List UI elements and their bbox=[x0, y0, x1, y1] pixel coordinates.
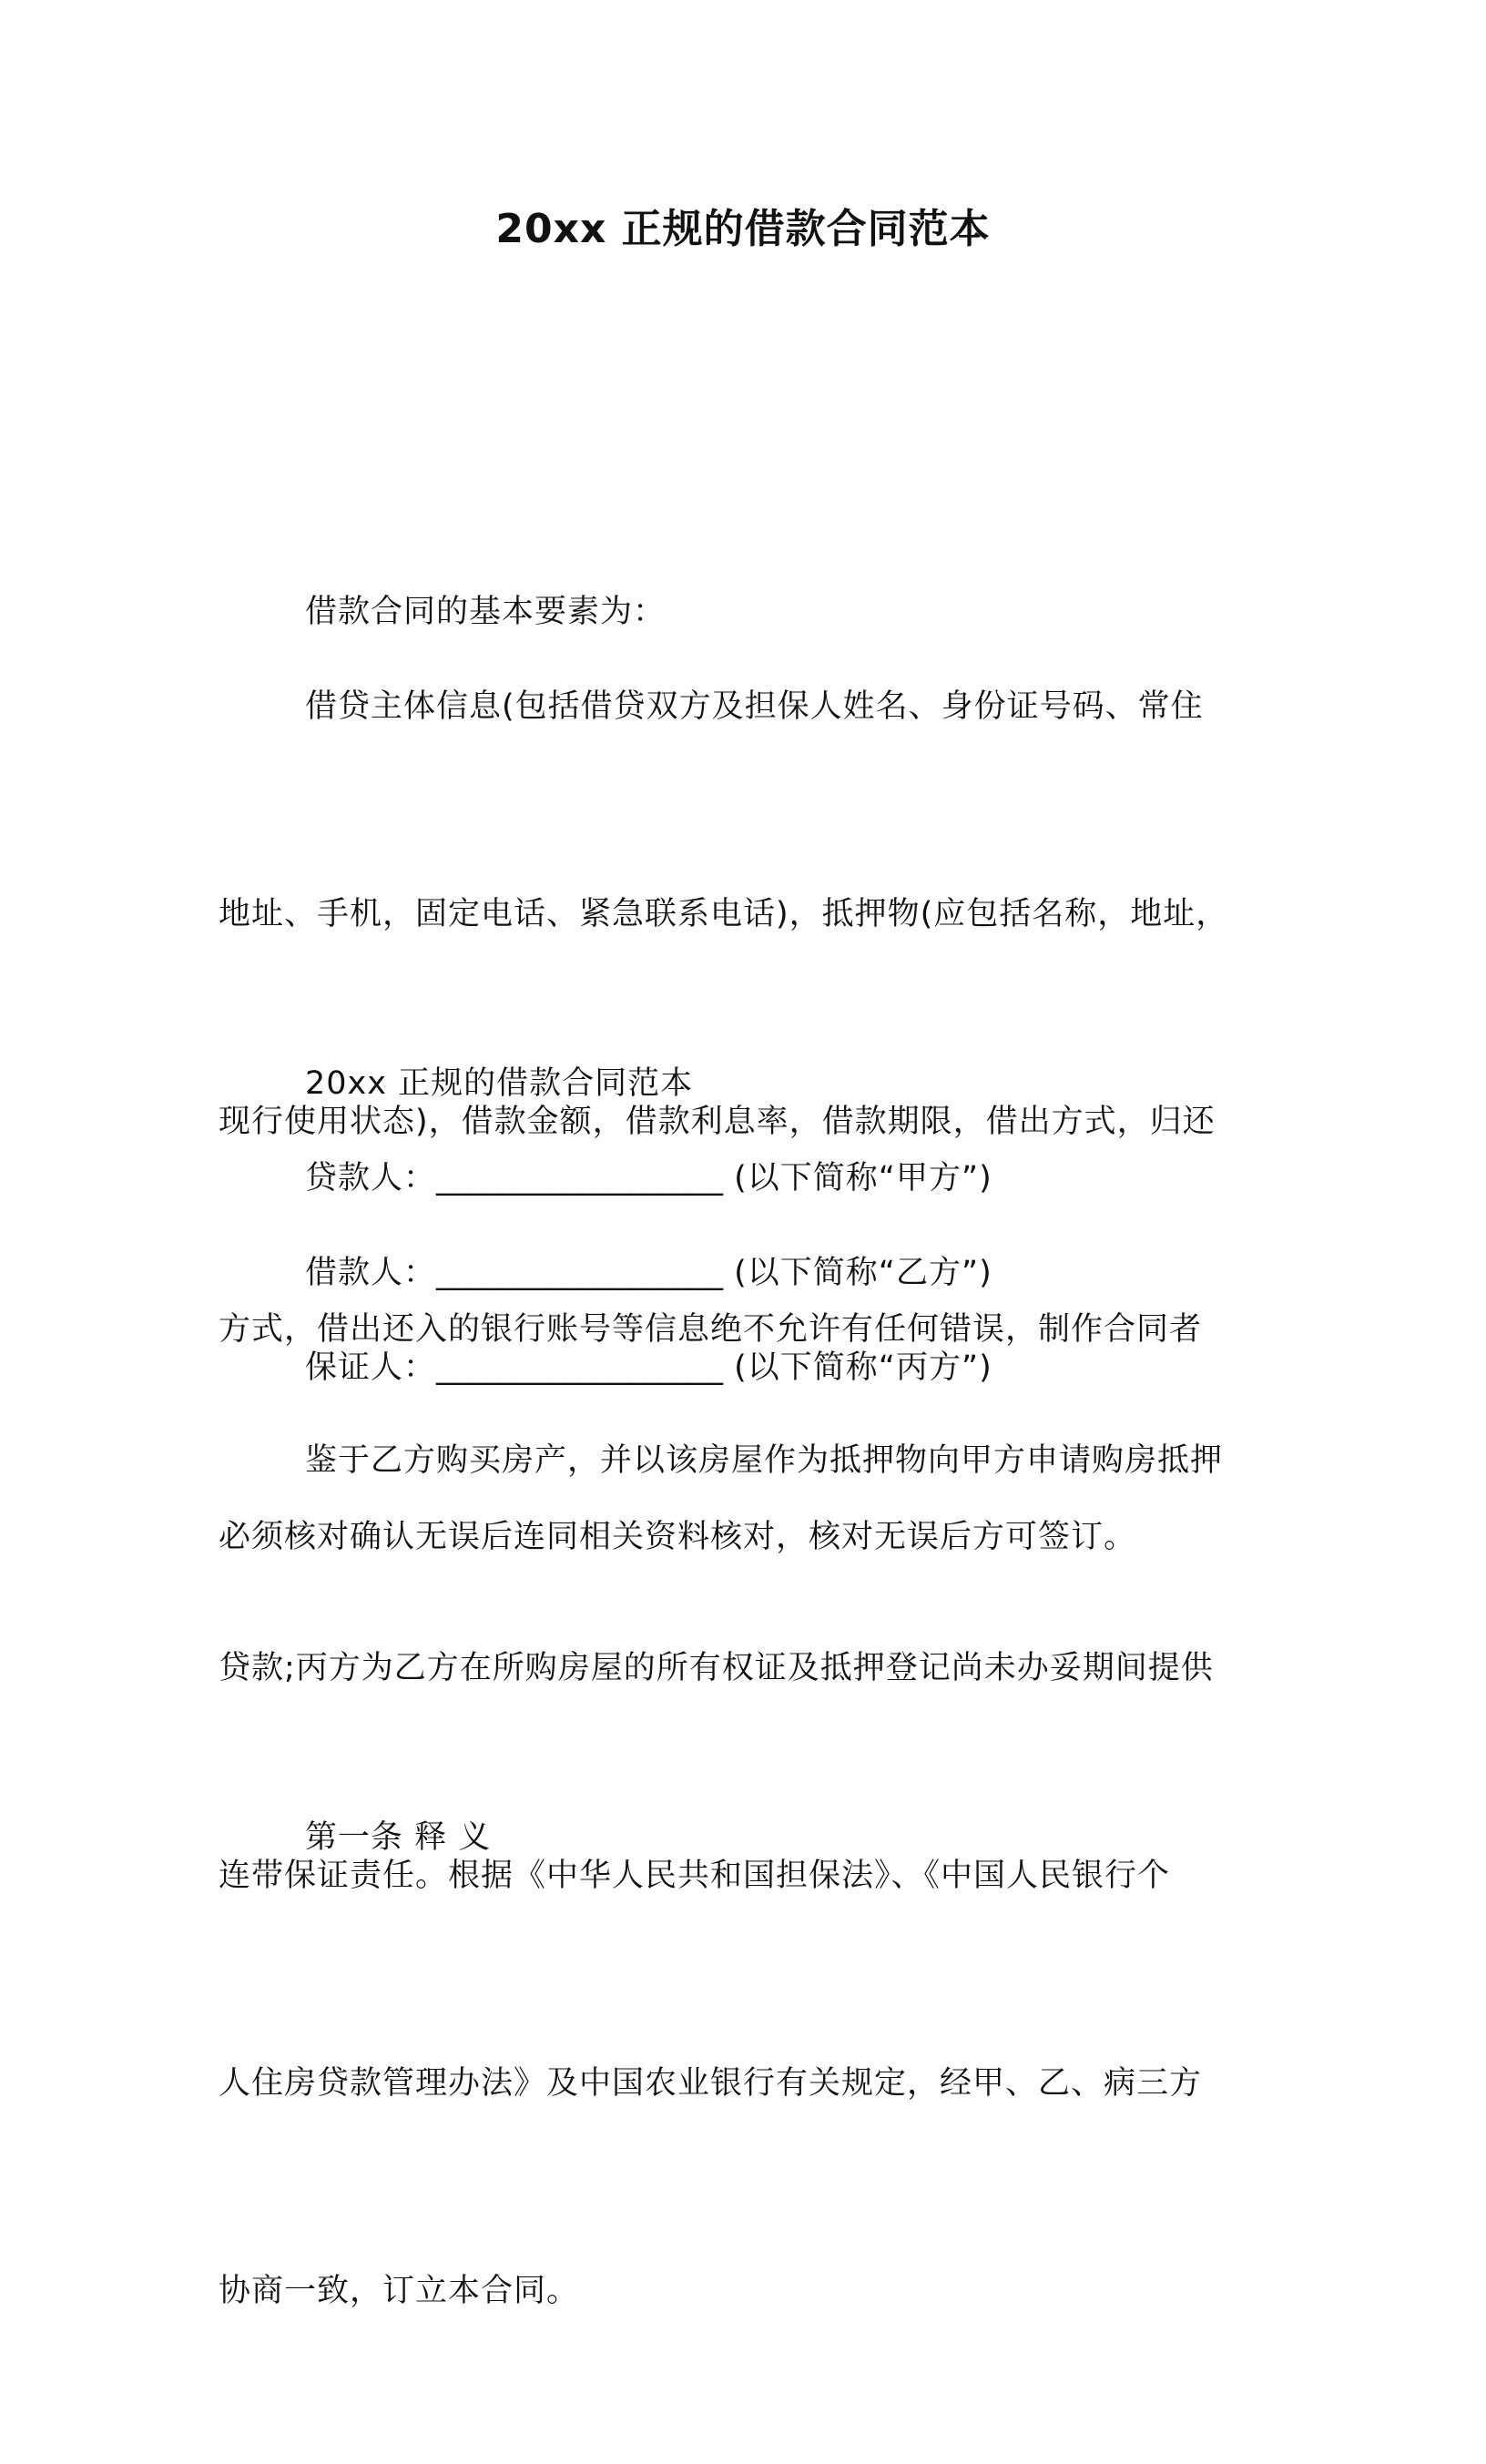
lender-label: 贷款人： bbox=[305, 1160, 437, 1196]
guarantor-blank: __________________ bbox=[436, 1349, 724, 1386]
elements-line: 方式，借出还入的银行账号等信息绝不允许有任何错误，制作合同者 bbox=[219, 1311, 1203, 1348]
article-heading: 第一条 释 义 bbox=[305, 1819, 492, 1856]
guarantor-label: 保证人： bbox=[305, 1349, 437, 1386]
elements-line: 现行使用状态)，借款金额，借款利息率，借款期限，借出方式，归还 bbox=[219, 1104, 1216, 1140]
whereas-line: 人住房贷款管理办法》及中国农业银行有关规定，经甲、乙、病三方 bbox=[219, 2065, 1203, 2102]
whereas-line: 协商一致，订立本合同。 bbox=[219, 2273, 580, 2309]
whereas-line: 贷款;丙方为乙方在所购房屋的所有权证及抵押登记尚未办妥期间提供 bbox=[219, 1650, 1214, 1686]
whereas-line: 鉴于乙方购买房产，并以该房屋作为抵押物向甲方申请购房抵押 bbox=[305, 1442, 1224, 1479]
elements-line: 必须核对确认无误后连同相关资料核对，核对无误后方可签订。 bbox=[219, 1519, 1137, 1555]
borrower-blank: __________________ bbox=[436, 1255, 724, 1291]
whereas-line: 连带保证责任。根据《中华人民共和国担保法》、《中国人民银行个 bbox=[219, 1858, 1171, 1894]
contract-subtitle: 20xx 正规的借款合同范本 bbox=[305, 1065, 694, 1102]
lender-note: (以下简称“甲方”) bbox=[734, 1160, 992, 1196]
borrower-label: 借款人： bbox=[305, 1255, 437, 1291]
lender-blank: __________________ bbox=[436, 1160, 724, 1196]
borrower-note: (以下简称“乙方”) bbox=[734, 1255, 992, 1291]
elements-line: 借贷主体信息(包括借贷双方及担保人姓名、身份证号码、常住 bbox=[305, 688, 1204, 725]
elements-line: 地址、手机，固定电话、紧急联系电话)，抵押物(应包括名称，地址， bbox=[219, 896, 1229, 932]
intro-text: 借款合同的基本要素为： bbox=[305, 594, 667, 630]
document-title: 20xx 正规的借款合同范本 bbox=[495, 206, 991, 252]
article-heading-paragraph bbox=[219, 1665, 1361, 2011]
guarantor-note: (以下简称“丙方”) bbox=[734, 1349, 992, 1386]
